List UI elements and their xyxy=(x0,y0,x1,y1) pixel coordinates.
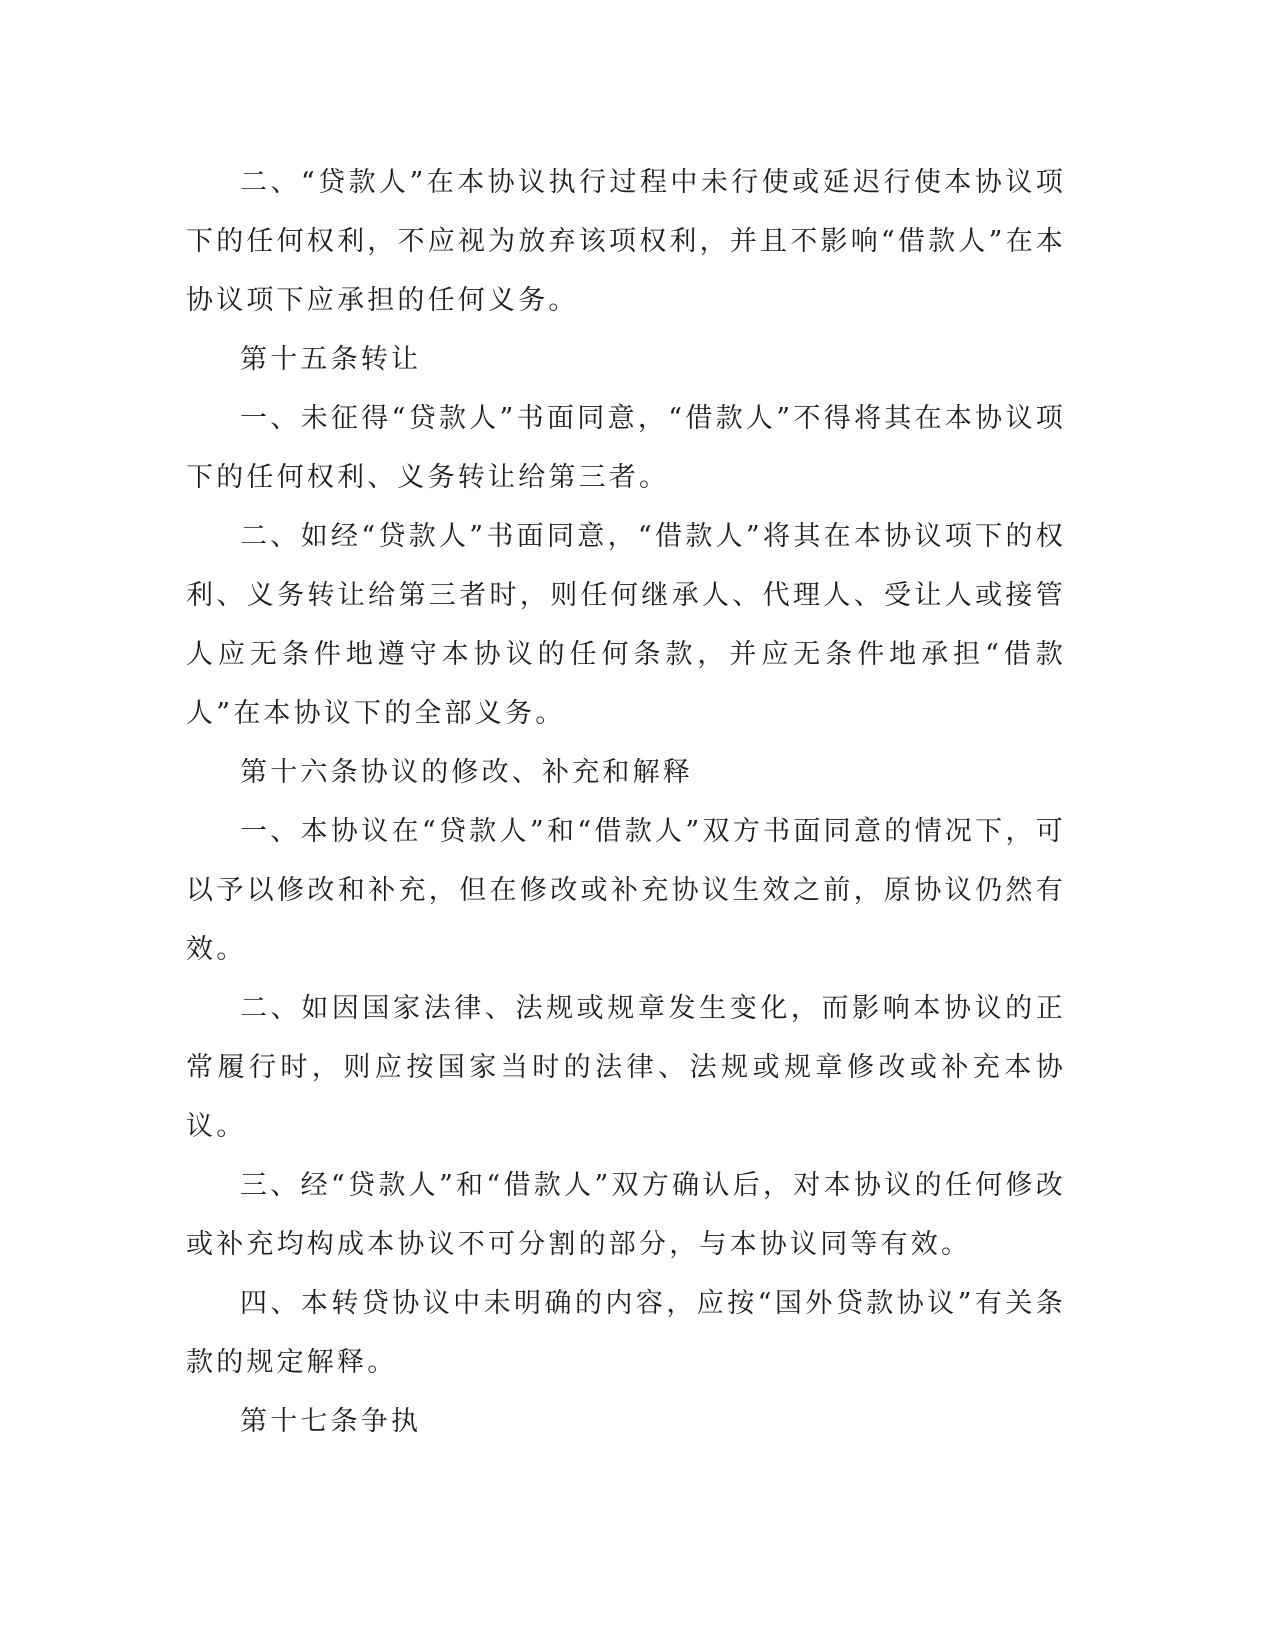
paragraph: 二、“贷款人”在本协议执行过程中未行使或延迟行使本协议项下的任何权利，不应视为放弃该项权利，并且不影响“借款人”在本协议项下应承担的任何义务。 xyxy=(186,167,1066,316)
paragraph: 一、未征得“贷款人”书面同意，“借款人”不得将其在本协议项下的任何权利、义务转让给第三者。 xyxy=(186,403,1066,493)
article-heading: 第十六条协议的修改、补充和解释 xyxy=(240,757,693,788)
document-body xyxy=(186,153,1066,1451)
paragraph: 二、如经“贷款人”书面同意，“借款人”将其在本协议项下的权利、义务转让给第三者时，则任何继承人、代理人、受让人或接管人应无条件地遵守本协议的任何条款，并应无条件地承担“借款人”在本协议下的全部义务。 xyxy=(186,521,1066,729)
paragraph: 一、本协议在“贷款人”和“借款人”双方书面同意的情况下，可以予以修改和补充，但在修改或补充协议生效之前，原协议仍然有效。 xyxy=(186,816,1066,965)
paragraph: 二、如因国家法律、法规或规章发生变化，而影响本协议的正常履行时，则应按国家当时的法律、法规或规章修改或补充本协议。 xyxy=(186,993,1066,1142)
article-heading: 第十七条争执 xyxy=(240,1406,422,1437)
paragraph: 三、经“贷款人”和“借款人”双方确认后，对本协议的任何修改或补充均构成本协议不可分割的部分，与本协议同等有效。 xyxy=(186,1170,1066,1260)
paragraph: 四、本转贷协议中未明确的内容，应按“国外贷款协议”有关条款的规定解释。 xyxy=(186,1288,1066,1378)
article-heading: 第十五条转让 xyxy=(240,344,422,375)
